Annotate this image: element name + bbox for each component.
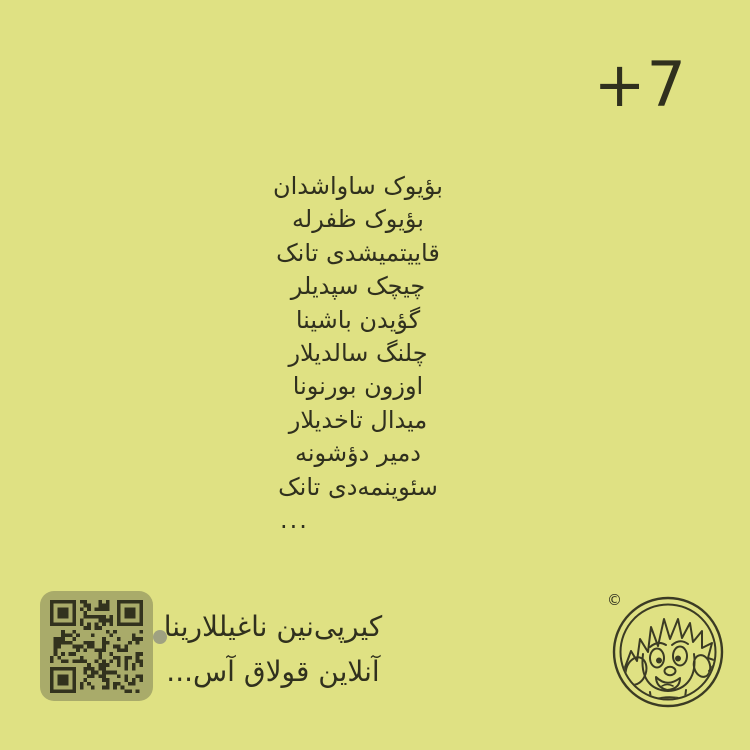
age-rating-badge: +7: [593, 48, 687, 121]
poem-line: بؤیوک ظفرله: [292, 205, 424, 234]
qr-caption-line1: کیرپی‌نین ناغیللارینا: [163, 610, 383, 643]
poem-line: میدال تاخدیلار: [288, 405, 428, 434]
poem-line: گؤیدن باشینا: [295, 305, 421, 334]
copyright-symbol: ©: [607, 591, 622, 609]
qr-caption-line2: آنلاین قولاق آس...: [166, 655, 380, 688]
poem-line: اوزون بورنونا: [292, 372, 424, 401]
poem-line: سئوینمه‌دی تانک: [278, 472, 438, 501]
kirpi-mascot-logo: [610, 594, 726, 710]
poem-line: چیچک سپدیلر: [290, 272, 426, 301]
qr-caption: [160, 604, 386, 694]
poem-ellipsis: ...: [280, 506, 309, 535]
poem-line: دمیر دؤشونه: [295, 439, 421, 468]
poem-line: چلنگ سالدیلار: [288, 339, 428, 368]
poem: [268, 170, 448, 537]
poem-line: قاییتمیشدی تانک: [276, 238, 440, 267]
poem-line: بؤیوک ساواشدان: [273, 172, 443, 200]
qr-code-icon: [49, 600, 144, 693]
qr-plate: [40, 591, 153, 701]
